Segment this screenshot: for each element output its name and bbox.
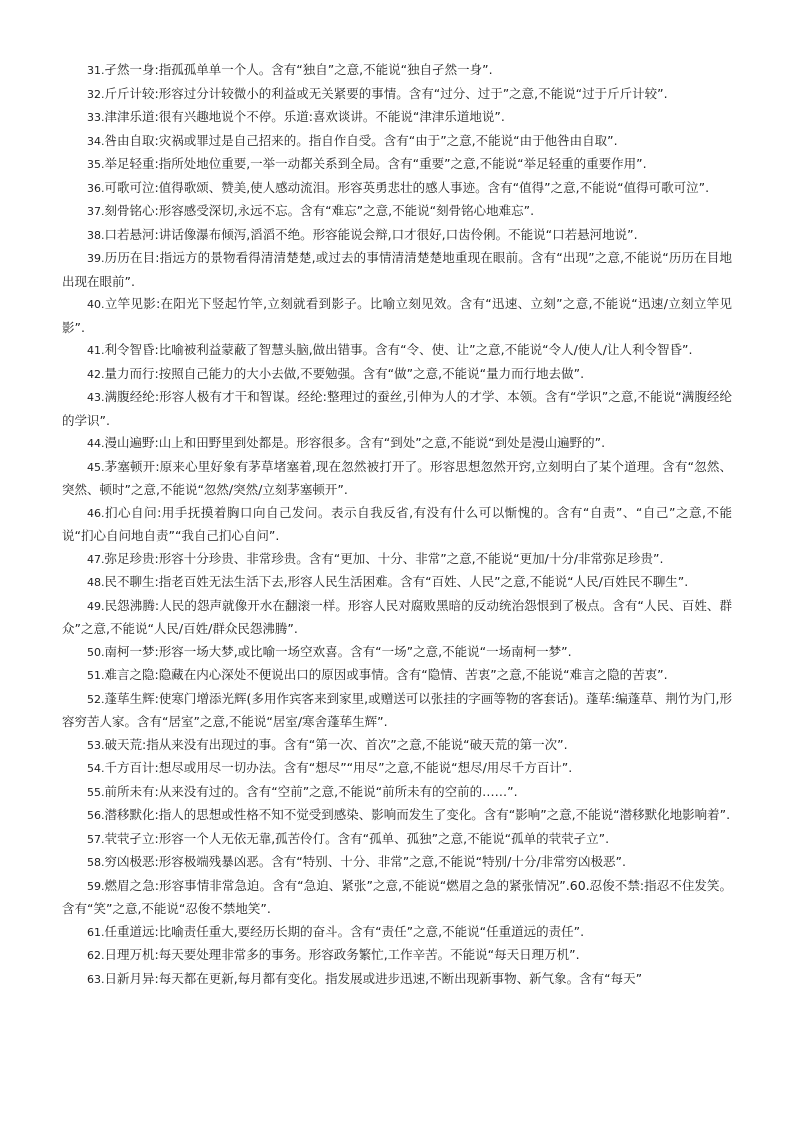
idiom-entry-34 <box>62 130 732 154</box>
entry-text: 满腹经纶:形容人极有才干和智谋。经纶:整理过的蚕丝,引伸为人的才学、本领。含有“学识”之意,不能说“满腹经纶的学识”. <box>62 389 732 428</box>
entry-number: 55. <box>87 785 105 799</box>
entry-number: 46. <box>87 506 105 520</box>
idiom-entry-62 <box>62 944 732 968</box>
entry-number: 47. <box>87 552 105 566</box>
entry-text: 难言之隐:隐藏在内心深处不便说出口的原因或事情。含有“隐情、苦衷”之意,不能说“难言之隐的苦衷”. <box>104 667 668 682</box>
entry-number: 51. <box>87 669 105 682</box>
idiom-entry-38 <box>62 224 732 248</box>
entry-text: 千方百计:想尽或用尽一切办法。含有“想尽”“用尽”之意,不能说“想尽/用尽千方百计”. <box>104 760 573 775</box>
entry-text: 任重道远:比喻责任重大,要经历长期的奋斗。含有“责任”之意,不能说“任重道远的责任”. <box>104 923 585 939</box>
entry-number: 63. <box>87 972 105 986</box>
entry-text: 蓬荜生辉:使寒门增添光辉(多用作宾客来到家里,或赠送可以张挂的字画等物的客套话)。蓬荜:编蓬草、荆竹为门,形容穷苦人家。含有“居室”之意,不能说“居室/寒舍蓬荜生辉”. <box>62 690 732 729</box>
idiom-entry-49 <box>62 595 732 641</box>
entry-text: 民不聊生:指老百姓无法生活下去,形容人民生活困难。含有“百姓、人民”之意,不能说“人民/百姓民不聊生”. <box>104 574 689 589</box>
entry-number: 34. <box>87 134 105 148</box>
entry-number: 57. <box>87 832 105 846</box>
entry-text: 潜移默化:指人的思想或性格不知不觉受到感染、影响而发生了变化。含有“影响”之意,不能说“潜移默化地影响着”. <box>104 807 731 822</box>
entry-text: 燃眉之急:形容事情非常急迫。含有“急迫、紧张”之意,不能说“燃眉之急的紧张情况”.60.忍俊不禁:指忍不住发笑。含有“笑”之意,不能说“忍俊不禁地笑”. <box>62 877 732 916</box>
entry-text: 利令智昏:比喻被利益蒙蔽了智慧头脑,做出错事。含有“令、使、让”之意,不能说“令人/使人/让人利令智昏”. <box>104 342 693 357</box>
entry-number: 42. <box>87 367 105 381</box>
entry-number: 32. <box>87 87 105 101</box>
entry-text: 津津乐道:很有兴趣地说个不停。乐道:喜欢谈讲。不能说“津津乐道地说”. <box>104 109 505 124</box>
entry-number: 31. <box>87 64 105 77</box>
entry-text: 量力而行:按照自己能力的大小去做,不要勉强。含有“做”之意,不能说“量力而行地去做”. <box>104 365 585 381</box>
entry-number: 44. <box>87 437 105 450</box>
entry-text: 前所未有:从来没有过的。含有“空前”之意,不能说“前所未有的空前的……”. <box>104 783 518 799</box>
entry-number: 54. <box>87 762 105 775</box>
entry-text: 立竿见影:在阳光下竖起竹竿,立刻就看到影子。比喻立刻见效。含有“迅速、立刻”之意,不能说“迅速/立刻立竿见影”. <box>62 296 732 335</box>
entry-text: 刻骨铭心:形容感受深切,永远不忘。含有“难忘”之意,不能说“刻骨铭心地难忘”. <box>104 203 535 218</box>
entry-number: 50. <box>87 645 105 659</box>
entry-text: 日理万机:每天要处理非常多的事务。形容政务繁忙,工作辛苦。不能说“每天日理万机”. <box>104 947 580 962</box>
entry-number: 53. <box>87 738 105 752</box>
idiom-entry-47 <box>62 548 732 572</box>
idiom-entry-32 <box>62 83 732 107</box>
entry-text: 漫山遍野:山上和田野里到处都是。形容很多。含有“到处”之意,不能说“到处是漫山遍野的”. <box>104 435 606 450</box>
idiom-entry-51 <box>62 664 732 688</box>
idiom-entry-43 <box>62 386 732 432</box>
entry-text: 南柯一梦:形容一场大梦,或比喻一场空欢喜。含有“一场”之意,不能说“一场南柯一梦”. <box>104 643 572 659</box>
entry-text: 扪心自问:用手抚摸着胸口向自己发问。表示自我反省,有没有什么可以惭愧的。含有“自责”、“自己”之意,不能说“扪心自问地自责”“我自己扪心自问”. <box>62 504 732 543</box>
idiom-entry-44 <box>62 432 732 456</box>
entry-number: 58. <box>87 856 105 869</box>
entry-number: 48. <box>87 576 105 589</box>
idiom-entry-36 <box>62 177 732 201</box>
entry-number: 59. <box>87 879 105 893</box>
entry-text: 茅塞顿开:原来心里好象有茅草堵塞着,现在忽然被打开了。形容思想忽然开窍,立刻明白了某个道理。含有“忽然、突然、顿时”之意,不能说“忽然/突然/立刻茅塞顿开”. <box>62 458 732 497</box>
idiom-entry-46 <box>62 502 732 548</box>
entry-number: 36. <box>87 181 105 195</box>
idiom-entry-45 <box>62 456 732 502</box>
entry-number: 37. <box>87 205 105 218</box>
entry-number: 62. <box>87 949 105 962</box>
entry-number: 52. <box>87 692 105 706</box>
idiom-entry-61 <box>62 921 732 945</box>
idiom-entry-39 <box>62 247 732 293</box>
entry-number: 33. <box>87 111 105 124</box>
idiom-entry-58 <box>62 851 732 875</box>
idiom-entry-63 <box>62 968 732 992</box>
entry-number: 43. <box>87 391 105 404</box>
idiom-entry-52 <box>62 688 732 734</box>
entry-number: 35. <box>87 158 105 171</box>
idiom-entry-35 <box>62 153 732 177</box>
idiom-entry-42 <box>62 363 732 387</box>
entry-text: 斤斤计较:形容过分计较微小的利益或无关紧要的事情。含有“过分、过于”之意,不能说“过于斤斤计较”. <box>104 85 668 101</box>
entry-number: 41. <box>87 344 105 357</box>
entry-text: 破天荒:指从来没有出现过的事。含有“第一次、首次”之意,不能说“破天荒的第一次”. <box>104 736 568 752</box>
entry-number: 38. <box>87 228 105 242</box>
idiom-entry-55 <box>62 781 732 805</box>
idiom-entry-54 <box>62 757 732 781</box>
entry-text: 穷凶极恶:形容极端残暴凶恶。含有“特别、十分、非常”之意,不能说“特别/十分/非常穷凶极恶”. <box>104 854 626 869</box>
entry-number: 56. <box>87 809 105 822</box>
idiom-entry-41 <box>62 339 732 363</box>
idiom-entry-50 <box>62 641 732 665</box>
entry-number: 49. <box>87 599 105 613</box>
entry-text: 举足轻重:指所处地位重要,一举一动都关系到全局。含有“重要”之意,不能说“举足轻重的重要作用”. <box>104 156 647 171</box>
idiom-entry-31 <box>62 59 732 83</box>
entry-text: 日新月异:每天都在更新,每月都有变化。指发展或进步迅速,不断出现新事物、新气象。含有“每天” <box>104 970 643 986</box>
idiom-entry-59 <box>62 875 732 921</box>
entry-number: 45. <box>87 460 105 474</box>
entry-text: 民怨沸腾:人民的怨声就像开水在翻滚一样。形容人民对腐败黑暗的反动统治怨恨到了极点。含有“人民、百姓、群众”之意,不能说“人民/百姓/群众民怨沸腾”. <box>62 597 732 636</box>
document-page <box>62 59 732 991</box>
entry-text: 口若悬河:讲话像瀑布倾泻,滔滔不绝。形容能说会辩,口才很好,口齿伶俐。不能说“口若悬河地说”. <box>104 226 638 242</box>
entry-text: 历历在目:指远方的景物看得清清楚楚,或过去的事情清清楚楚地重现在眼前。含有“出现”之意,不能说“历历在目地出现在眼前”. <box>62 250 732 289</box>
entry-number: 61. <box>87 925 105 939</box>
entry-text: 咎由自取:灾祸或罪过是自己招来的。指自作自受。含有“由于”之意,不能说“由于他咎由自取”. <box>104 132 618 148</box>
idiom-entry-57 <box>62 828 732 852</box>
idiom-entry-53 <box>62 734 732 758</box>
entry-number: 39. <box>87 252 105 265</box>
idiom-entry-33 <box>62 106 732 130</box>
entry-text: 弥足珍贵:形容十分珍贵、非常珍贵。含有“更加、十分、非常”之意,不能说“更加/十分/非常弥足珍贵”. <box>104 550 664 566</box>
entry-number: 40. <box>87 298 105 311</box>
idiom-entry-40 <box>62 293 732 339</box>
entry-text: 茕茕孑立:形容一个人无依无靠,孤苦伶仃。含有“孤单、孤独”之意,不能说“孤单的茕茕孑立”. <box>104 830 610 846</box>
entry-text: 孑然一身:指孤孤单单一个人。含有“独自”之意,不能说“独自孑然一身”. <box>104 62 493 77</box>
idiom-entry-48 <box>62 571 732 595</box>
idiom-entry-37 <box>62 200 732 224</box>
entry-text: 可歌可泣:值得歌颂、赞美,使人感动流泪。形容英勇悲壮的感人事迹。含有“值得”之意,不能说“值得可歌可泣”. <box>104 179 710 195</box>
idiom-entry-56 <box>62 804 732 828</box>
